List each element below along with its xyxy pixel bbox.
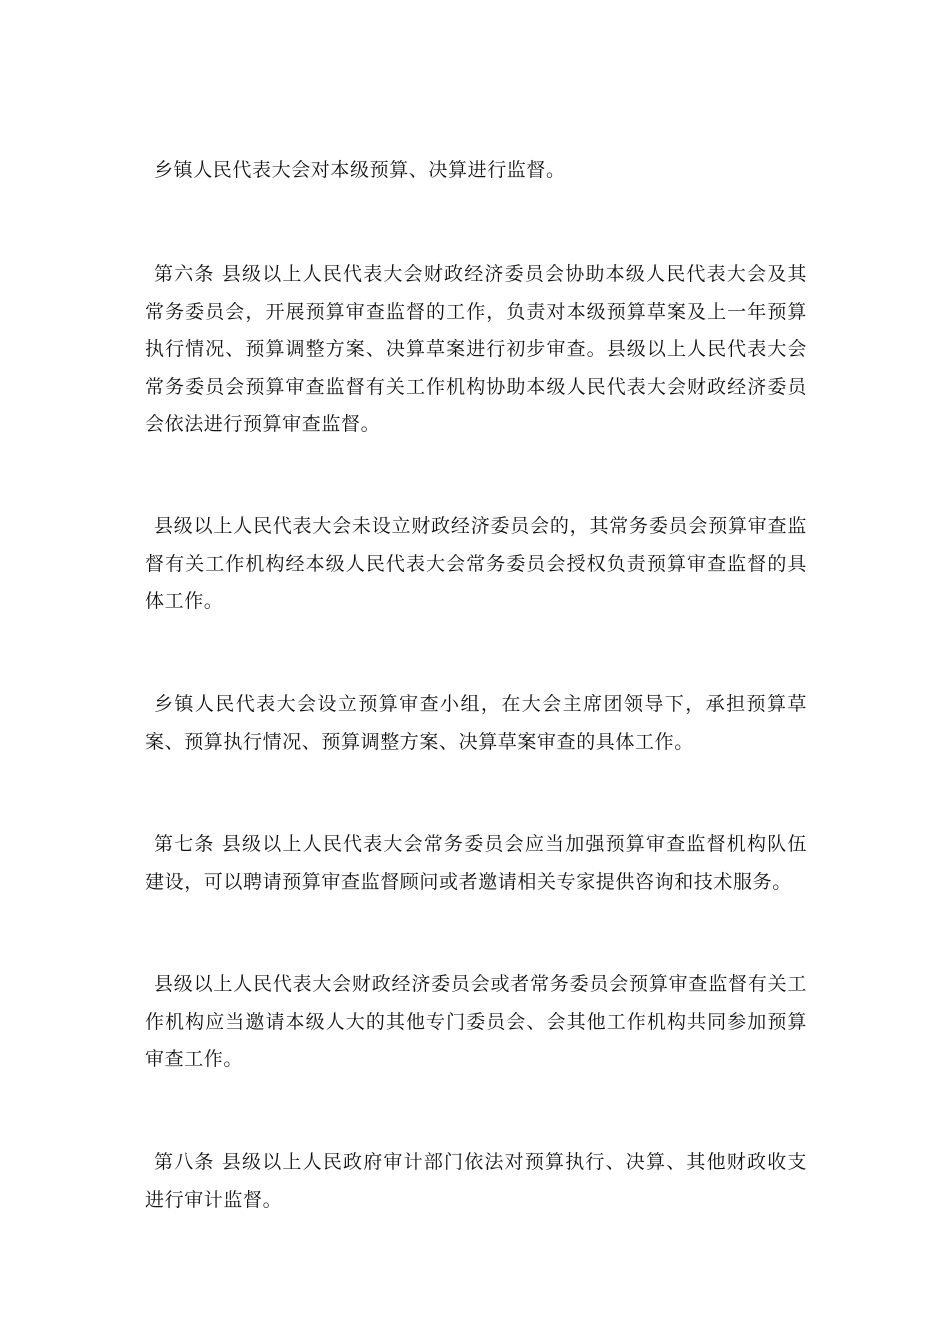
paragraph-article-6-township-review-group: 乡镇人民代表大会设立预算审查小组，在大会主席团领导下，承担预算草案、预算执行情况、预算调整方案、决算草案审查的具体工作。 <box>145 693 807 753</box>
paragraph-article-7-joint-review: 县级以上人民代表大会财政经济委员会或者常务委员会预算审查监督有关工作机构应当邀请本级人大的其他专门委员会、会其他工作机构共同参加预算审查工作。 <box>145 973 807 1070</box>
paragraph-article-7: 第七条 县级以上人民代表大会常务委员会应当加强预算审查监督机构队伍建设，可以聘请预算审查监督顾问或者邀请相关专家提供咨询和技术服务。 <box>145 833 807 893</box>
paragraph-article-6-no-committee: 县级以上人民代表大会未设立财政经济委员会的，其常务委员会预算审查监督有关工作机构经本级人民代表大会常务委员会授权负责预算审查监督的具体工作。 <box>145 515 807 612</box>
paragraph-article-8: 第八条 县级以上人民政府审计部门依法对预算执行、决算、其他财政收支进行审计监督。 <box>145 1151 807 1211</box>
paragraph-township-budget-supervision: 乡镇人民代表大会对本级预算、决算进行监督。 <box>154 159 566 181</box>
paragraph-article-6: 第六条 县级以上人民代表大会财政经济委员会协助本级人民代表大会及其常务委员会，开展预算审查监督的工作，负责对本级预算草案及上一年预算执行情况、预算调整方案、决算草案进行初步审查。县级以上人民代表大会常务委员会预算审查监督有关工作机构协助本级人民代表大会财政经济委员会依法进行预算审查监督。 <box>145 263 807 435</box>
